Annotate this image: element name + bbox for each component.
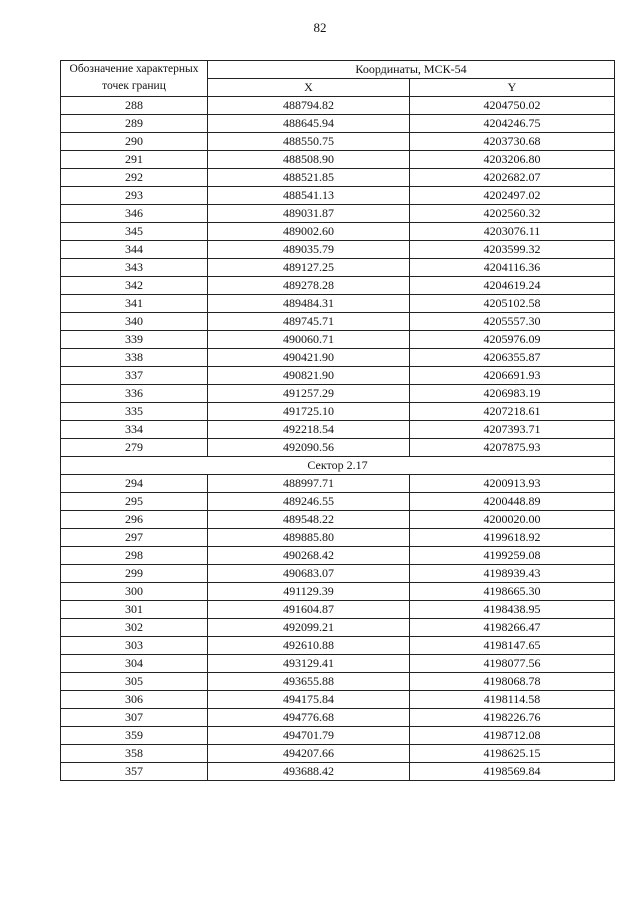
- table-row: [61, 223, 615, 241]
- table-row: [61, 151, 615, 169]
- y-value: 4198226.76: [410, 709, 615, 727]
- point-id: 305: [61, 673, 208, 691]
- table-row: [61, 277, 615, 295]
- point-id: 341: [61, 295, 208, 313]
- y-value: 4204246.75: [410, 115, 615, 133]
- y-value: 4198114.58: [410, 691, 615, 709]
- table-row: [61, 547, 615, 565]
- header-row-group: [61, 61, 615, 79]
- section-body: [61, 457, 615, 475]
- y-value: 4198147.65: [410, 637, 615, 655]
- y-value: 4198077.56: [410, 655, 615, 673]
- x-value: 489035.79: [208, 241, 410, 259]
- point-id: 339: [61, 331, 208, 349]
- point-id: 336: [61, 385, 208, 403]
- x-value: 493655.88: [208, 673, 410, 691]
- x-value: 490268.42: [208, 547, 410, 565]
- table-row: [61, 421, 615, 439]
- x-value: 494701.79: [208, 727, 410, 745]
- x-value: 489885.80: [208, 529, 410, 547]
- y-value: 4198939.43: [410, 565, 615, 583]
- designation-header: Обозначение характерных точек границ: [61, 61, 208, 97]
- section-row: [61, 457, 615, 475]
- point-id: 346: [61, 205, 208, 223]
- point-id: 288: [61, 97, 208, 115]
- y-value: 4207218.61: [410, 403, 615, 421]
- x-value: 490060.71: [208, 331, 410, 349]
- point-id: 294: [61, 475, 208, 493]
- table-row: [61, 673, 615, 691]
- point-id: 337: [61, 367, 208, 385]
- point-id: 357: [61, 763, 208, 781]
- point-id: 289: [61, 115, 208, 133]
- x-value: 494207.66: [208, 745, 410, 763]
- table-row: [61, 709, 615, 727]
- table-row: [61, 367, 615, 385]
- x-value: 488997.71: [208, 475, 410, 493]
- table-row: [61, 601, 615, 619]
- table-row: [61, 349, 615, 367]
- table-body-b: [61, 475, 615, 781]
- x-value: 489278.28: [208, 277, 410, 295]
- table-row: [61, 691, 615, 709]
- x-header: X: [208, 79, 410, 97]
- table-row: [61, 169, 615, 187]
- y-value: 4203206.80: [410, 151, 615, 169]
- point-id: 358: [61, 745, 208, 763]
- x-value: 489246.55: [208, 493, 410, 511]
- x-value: 489127.25: [208, 259, 410, 277]
- x-value: 491257.29: [208, 385, 410, 403]
- point-id: 290: [61, 133, 208, 151]
- point-id: 340: [61, 313, 208, 331]
- point-id: 359: [61, 727, 208, 745]
- table-row: [61, 241, 615, 259]
- y-value: 4202682.07: [410, 169, 615, 187]
- table-row: [61, 133, 615, 151]
- table-row: [61, 475, 615, 493]
- x-value: 490821.90: [208, 367, 410, 385]
- x-value: 494175.84: [208, 691, 410, 709]
- point-id: 334: [61, 421, 208, 439]
- y-value: 4202560.32: [410, 205, 615, 223]
- y-value: 4200913.93: [410, 475, 615, 493]
- y-value: 4206355.87: [410, 349, 615, 367]
- section-label: Сектор 2.17: [61, 457, 615, 475]
- table-row: [61, 493, 615, 511]
- x-value: 488645.94: [208, 115, 410, 133]
- point-id: 304: [61, 655, 208, 673]
- x-value: 489484.31: [208, 295, 410, 313]
- y-value: 4206983.19: [410, 385, 615, 403]
- point-id: 303: [61, 637, 208, 655]
- point-id: 345: [61, 223, 208, 241]
- x-value: 494776.68: [208, 709, 410, 727]
- point-id: 344: [61, 241, 208, 259]
- table-row: [61, 763, 615, 781]
- y-value: 4204619.24: [410, 277, 615, 295]
- table-row: [61, 385, 615, 403]
- table-row: [61, 565, 615, 583]
- y-value: 4198266.47: [410, 619, 615, 637]
- table-row: [61, 727, 615, 745]
- table-row: [61, 205, 615, 223]
- y-value: 4203076.11: [410, 223, 615, 241]
- table-row: [61, 115, 615, 133]
- y-value: 4204116.36: [410, 259, 615, 277]
- y-value: 4206691.93: [410, 367, 615, 385]
- point-id: 342: [61, 277, 208, 295]
- x-value: 489745.71: [208, 313, 410, 331]
- x-value: 488521.85: [208, 169, 410, 187]
- x-value: 488794.82: [208, 97, 410, 115]
- coordinates-header: Координаты, МСК-54: [208, 61, 615, 79]
- y-value: 4198569.84: [410, 763, 615, 781]
- table-row: [61, 745, 615, 763]
- point-id: 292: [61, 169, 208, 187]
- point-id: 301: [61, 601, 208, 619]
- point-id: 338: [61, 349, 208, 367]
- y-value: 4202497.02: [410, 187, 615, 205]
- x-value: 492099.21: [208, 619, 410, 637]
- y-value: 4200448.89: [410, 493, 615, 511]
- y-value: 4204750.02: [410, 97, 615, 115]
- table-row: [61, 97, 615, 115]
- y-header: Y: [410, 79, 615, 97]
- point-id: 296: [61, 511, 208, 529]
- x-value: 490421.90: [208, 349, 410, 367]
- table-row: [61, 511, 615, 529]
- y-value: 4203599.32: [410, 241, 615, 259]
- x-value: 489031.87: [208, 205, 410, 223]
- point-id: 307: [61, 709, 208, 727]
- y-value: 4200020.00: [410, 511, 615, 529]
- table-row: [61, 331, 615, 349]
- coordinates-table: [60, 60, 615, 781]
- x-value: 492218.54: [208, 421, 410, 439]
- table-row: [61, 439, 615, 457]
- point-id: 291: [61, 151, 208, 169]
- table-row: [61, 583, 615, 601]
- x-value: 492090.56: [208, 439, 410, 457]
- point-id: 298: [61, 547, 208, 565]
- point-id: 302: [61, 619, 208, 637]
- point-id: 335: [61, 403, 208, 421]
- table-row: [61, 259, 615, 277]
- x-value: 491129.39: [208, 583, 410, 601]
- table-row: [61, 655, 615, 673]
- table-row: [61, 403, 615, 421]
- table-row: [61, 187, 615, 205]
- point-id: 299: [61, 565, 208, 583]
- x-value: 491725.10: [208, 403, 410, 421]
- point-id: 293: [61, 187, 208, 205]
- y-value: 4198068.78: [410, 673, 615, 691]
- y-value: 4207875.93: [410, 439, 615, 457]
- y-value: 4198625.15: [410, 745, 615, 763]
- y-value: 4199618.92: [410, 529, 615, 547]
- x-value: 488550.75: [208, 133, 410, 151]
- point-id: 295: [61, 493, 208, 511]
- y-value: 4198665.30: [410, 583, 615, 601]
- table-row: [61, 295, 615, 313]
- point-id: 343: [61, 259, 208, 277]
- x-value: 488508.90: [208, 151, 410, 169]
- point-id: 279: [61, 439, 208, 457]
- y-value: 4198438.95: [410, 601, 615, 619]
- y-value: 4207393.71: [410, 421, 615, 439]
- page-number: 82: [313, 20, 327, 35]
- x-value: 491604.87: [208, 601, 410, 619]
- y-value: 4205976.09: [410, 331, 615, 349]
- x-value: 490683.07: [208, 565, 410, 583]
- point-id: 300: [61, 583, 208, 601]
- x-value: 493129.41: [208, 655, 410, 673]
- table-row: [61, 313, 615, 331]
- point-id: 297: [61, 529, 208, 547]
- table-row: [61, 619, 615, 637]
- x-value: 488541.13: [208, 187, 410, 205]
- x-value: 492610.88: [208, 637, 410, 655]
- y-value: 4205557.30: [410, 313, 615, 331]
- point-id: 306: [61, 691, 208, 709]
- y-value: 4199259.08: [410, 547, 615, 565]
- table-body-a: [61, 97, 615, 457]
- x-value: 489002.60: [208, 223, 410, 241]
- table-row: [61, 637, 615, 655]
- table-row: [61, 529, 615, 547]
- y-value: 4205102.58: [410, 295, 615, 313]
- x-value: 493688.42: [208, 763, 410, 781]
- y-value: 4198712.08: [410, 727, 615, 745]
- y-value: 4203730.68: [410, 133, 615, 151]
- x-value: 489548.22: [208, 511, 410, 529]
